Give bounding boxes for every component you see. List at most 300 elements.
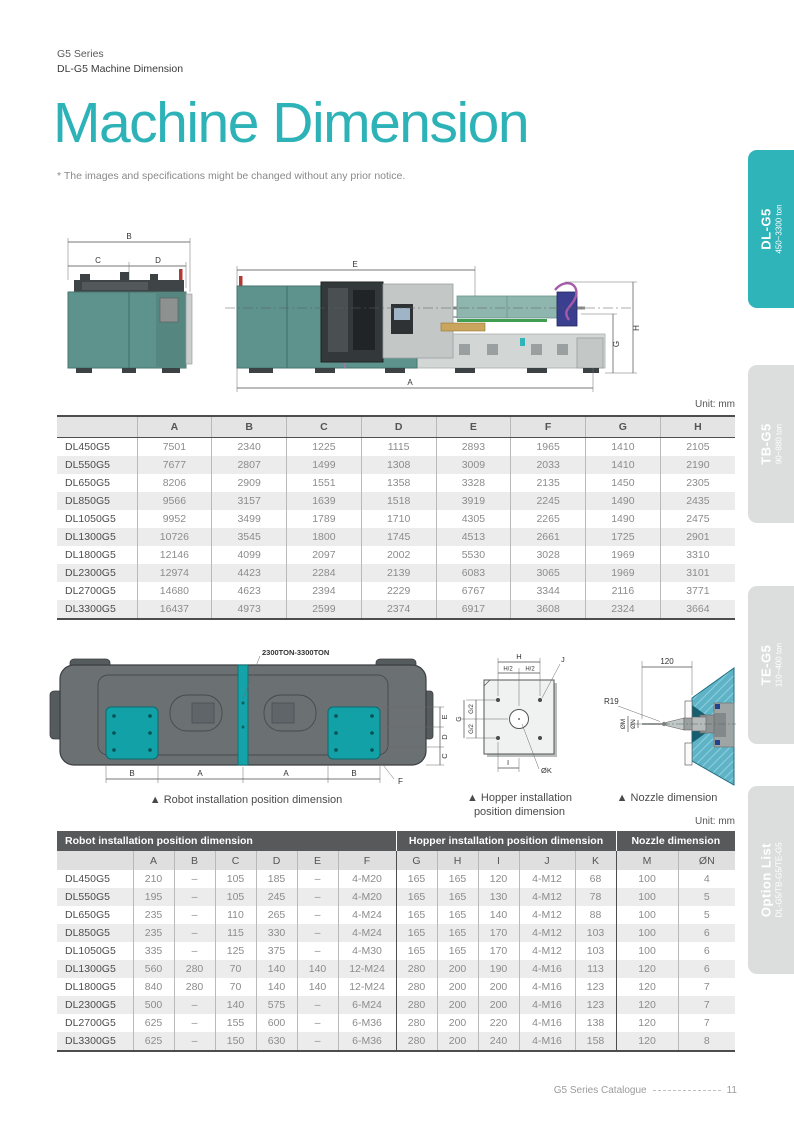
table-row — [57, 1032, 735, 1051]
dim-label-h: H — [632, 325, 641, 331]
group-header: Robot installation position dimension — [57, 831, 396, 851]
column-header-A: A — [133, 851, 174, 870]
table-cell: 9566 — [137, 492, 212, 510]
tab-label: TB-G5 — [758, 423, 774, 465]
table-row — [57, 924, 735, 942]
table-cell: 280 — [396, 978, 437, 996]
table-row — [57, 582, 735, 600]
group-header: Nozzle dimension — [616, 831, 735, 851]
table-cell: 4-M12 — [519, 942, 575, 960]
series-label: G5 Series — [57, 48, 104, 60]
table-cell: 4423 — [212, 564, 287, 582]
hopper-installation-drawing — [452, 646, 587, 786]
column-header-K: K — [575, 851, 616, 870]
table-cell: 2229 — [361, 582, 436, 600]
table-cell: – — [174, 942, 215, 960]
table-cell: 625 — [133, 1032, 174, 1051]
table-cell: 1499 — [287, 456, 362, 474]
table-cell: 600 — [256, 1014, 297, 1032]
nozzle-drawing-art — [634, 668, 736, 785]
dim-label-r19: R19 — [604, 697, 619, 706]
table-cell: 200 — [478, 978, 519, 996]
table-cell: – — [174, 906, 215, 924]
table-cell: 2116 — [586, 582, 661, 600]
table-cell: 200 — [437, 978, 478, 996]
table-cell: 3157 — [212, 492, 287, 510]
table-cell: – — [297, 1014, 338, 1032]
table-cell: 103 — [575, 942, 616, 960]
table-cell: 330 — [256, 924, 297, 942]
dim-label-h: H — [516, 652, 522, 661]
table-cell: 630 — [256, 1032, 297, 1051]
table-cell: 3771 — [660, 582, 735, 600]
table-cell: 78 — [575, 888, 616, 906]
dim-label-d: D — [155, 256, 161, 265]
dim-label-j: J — [561, 655, 565, 664]
table-cell: 120 — [616, 978, 678, 996]
row-model: DL1050G5 — [65, 945, 116, 957]
table-cell: 113 — [575, 960, 616, 978]
table-cell: 4-M24 — [338, 924, 396, 942]
sidebar-tab-tb-g5[interactable] — [748, 365, 794, 523]
table-cell: 4-M12 — [519, 924, 575, 942]
unit-label-2: Unit: mm — [695, 816, 735, 827]
table-cell: – — [174, 870, 215, 888]
table-cell: 2475 — [660, 510, 735, 528]
column-header-C: C — [287, 416, 362, 438]
table-cell: 280 — [396, 996, 437, 1014]
table-cell: 12974 — [137, 564, 212, 582]
table-cell: 2324 — [586, 600, 661, 619]
table-cell: 200 — [437, 996, 478, 1014]
table-cell: 240 — [478, 1032, 519, 1051]
table-row — [57, 492, 735, 510]
table-cell: 235 — [133, 906, 174, 924]
table-cell: 1710 — [361, 510, 436, 528]
table-cell: 1969 — [586, 564, 661, 582]
table-cell: – — [297, 942, 338, 960]
corner-cell — [57, 851, 133, 870]
row-model: DL850G5 — [65, 495, 110, 507]
page-footer — [554, 1085, 737, 1096]
footer-leader-line — [653, 1090, 721, 1091]
table-cell: 2135 — [511, 474, 586, 492]
row-model: DL450G5 — [65, 873, 110, 885]
table-cell: 120 — [616, 996, 678, 1014]
table-cell: 4-M16 — [519, 960, 575, 978]
table-cell: 4 — [678, 870, 735, 888]
table-cell: 265 — [256, 906, 297, 924]
table-cell: 123 — [575, 996, 616, 1014]
table-cell: 1358 — [361, 474, 436, 492]
table-cell: 1410 — [586, 438, 661, 457]
column-header-B: B — [174, 851, 215, 870]
table-cell: 14680 — [137, 582, 212, 600]
table-cell: 4-M16 — [519, 978, 575, 996]
table-cell: 190 — [478, 960, 519, 978]
table-cell: 170 — [478, 924, 519, 942]
table-cell: 115 — [215, 924, 256, 942]
table-cell: 195 — [133, 888, 174, 906]
table-cell: 6 — [678, 960, 735, 978]
table-cell: 1450 — [586, 474, 661, 492]
page-title: Machine Dimension — [53, 91, 529, 155]
row-model: DL1800G5 — [65, 981, 116, 993]
table-cell: 1800 — [287, 528, 362, 546]
table-cell: 3499 — [212, 510, 287, 528]
table-cell: 100 — [616, 924, 678, 942]
table-cell: 6-M36 — [338, 1014, 396, 1032]
table-row — [57, 888, 735, 906]
dim-label-b-right: B — [351, 769, 357, 778]
tab-sublabel: 90~880 ton — [774, 423, 784, 465]
row-model: DL2300G5 — [65, 999, 116, 1011]
table-cell: 2909 — [212, 474, 287, 492]
tonnage-callout: 2300TON-3300TON — [262, 648, 330, 657]
table-row — [57, 1014, 735, 1032]
hopper-drawing-art — [484, 680, 557, 757]
table-cell: 1490 — [586, 510, 661, 528]
table-cell: 2340 — [212, 438, 287, 457]
table-cell: 625 — [133, 1014, 174, 1032]
row-model: DL850G5 — [65, 927, 110, 939]
section-label: DL-G5 Machine Dimension — [57, 63, 184, 75]
table-cell: 7 — [678, 978, 735, 996]
disclaimer-note: * The images and specifications might be changed without any prior notice. — [57, 170, 406, 182]
dim-label-k: ØK — [541, 766, 552, 775]
footer-page-number: 11 — [726, 1085, 737, 1096]
sidebar-tab-te-g5[interactable] — [748, 586, 794, 744]
table-row — [57, 600, 735, 619]
dim-label-g: G — [456, 716, 463, 722]
column-header-H: H — [437, 851, 478, 870]
table-row — [57, 906, 735, 924]
table-cell: 10726 — [137, 528, 212, 546]
table-cell: 1490 — [586, 492, 661, 510]
table-cell: 6 — [678, 942, 735, 960]
table-cell: 2002 — [361, 546, 436, 564]
table-cell: 120 — [478, 870, 519, 888]
table-cell: 140 — [297, 960, 338, 978]
table-cell: 140 — [478, 906, 519, 924]
table-row — [57, 528, 735, 546]
table-cell: 6-M36 — [338, 1032, 396, 1051]
nozzle-dimension-drawing — [596, 643, 738, 791]
robot-installation-drawing — [40, 643, 452, 791]
row-model: DL550G5 — [65, 459, 110, 471]
table-cell: 120 — [616, 1014, 678, 1032]
table-cell: 165 — [396, 870, 437, 888]
column-header-C: C — [215, 851, 256, 870]
front-view-machine-art — [68, 269, 192, 373]
table-cell: 2139 — [361, 564, 436, 582]
row-model: DL2700G5 — [65, 1017, 116, 1029]
table-cell: 3028 — [511, 546, 586, 564]
table-cell: – — [174, 996, 215, 1014]
hopper-caption-line2: position dimension — [473, 806, 566, 818]
footer-label: G5 Series Catalogue — [553, 1085, 647, 1096]
column-header-E: E — [297, 851, 338, 870]
column-header-M: M — [616, 851, 678, 870]
dim-label-a: A — [407, 378, 413, 387]
table-cell: 165 — [396, 924, 437, 942]
table-cell: 335 — [133, 942, 174, 960]
column-header-F: F — [511, 416, 586, 438]
row-model: DL650G5 — [65, 909, 110, 921]
table-cell: 105 — [215, 870, 256, 888]
table-cell: 165 — [437, 924, 478, 942]
table-cell: 3009 — [436, 456, 511, 474]
table-cell: 2265 — [511, 510, 586, 528]
table-cell: 4623 — [212, 582, 287, 600]
table-cell: 120 — [616, 960, 678, 978]
table-row — [57, 438, 735, 457]
table-cell: 165 — [396, 888, 437, 906]
table-cell: 7677 — [137, 456, 212, 474]
tab-sublabel: 110~400 ton — [774, 642, 784, 688]
table-cell: 6917 — [436, 600, 511, 619]
row-model: DL2300G5 — [65, 567, 116, 579]
table-cell: 280 — [396, 960, 437, 978]
table-row — [57, 996, 735, 1014]
table-cell: 6-M24 — [338, 996, 396, 1014]
table-cell: 3310 — [660, 546, 735, 564]
table-cell: 2661 — [511, 528, 586, 546]
hopper-drawing-caption — [452, 791, 587, 819]
machine-dimension-table — [57, 415, 735, 620]
dim-label-a-right: A — [283, 769, 289, 778]
installation-dimension-table — [57, 831, 735, 1052]
table-cell: 2893 — [436, 438, 511, 457]
table-cell: – — [174, 1032, 215, 1051]
table-row — [57, 510, 735, 528]
tab-label: TE-G5 — [758, 644, 774, 686]
table-cell: 7 — [678, 1014, 735, 1032]
table-cell: 2394 — [287, 582, 362, 600]
tab-sublabel: DL-G5/TB-G5/TE-G5 — [774, 842, 784, 918]
table-cell: 4-M12 — [519, 906, 575, 924]
table-cell: 9952 — [137, 510, 212, 528]
table-cell: 1225 — [287, 438, 362, 457]
table-cell: – — [174, 1014, 215, 1032]
table-cell: – — [174, 888, 215, 906]
table-cell: 3101 — [660, 564, 735, 582]
table-cell: 3328 — [436, 474, 511, 492]
table-cell: 4-M16 — [519, 1014, 575, 1032]
dim-label-b: B — [126, 232, 132, 241]
table-cell: 280 — [174, 978, 215, 996]
sidebar-tab-option-list[interactable] — [748, 786, 794, 974]
table-cell: 100 — [616, 888, 678, 906]
table-cell: 170 — [478, 942, 519, 960]
table-cell: – — [297, 870, 338, 888]
robot-drawing-art — [50, 659, 433, 765]
table-cell: – — [297, 924, 338, 942]
table-cell: 2374 — [361, 600, 436, 619]
table-cell: 500 — [133, 996, 174, 1014]
row-model: DL550G5 — [65, 891, 110, 903]
dim-label-f: F — [398, 777, 403, 786]
table-cell: 165 — [437, 888, 478, 906]
table-cell: 2097 — [287, 546, 362, 564]
table-cell: 105 — [215, 888, 256, 906]
column-header-H: H — [660, 416, 735, 438]
table-row — [57, 456, 735, 474]
table-cell: 7501 — [137, 438, 212, 457]
sidebar-tab-dl-g5[interactable] — [748, 150, 794, 308]
table-cell: 4973 — [212, 600, 287, 619]
table-cell: 110 — [215, 906, 256, 924]
column-header-B: B — [212, 416, 287, 438]
table-cell: 2105 — [660, 438, 735, 457]
table-cell: 150 — [215, 1032, 256, 1051]
table-cell: 575 — [256, 996, 297, 1014]
table-cell: – — [297, 996, 338, 1014]
row-model: DL3300G5 — [65, 603, 116, 615]
table-cell: 4-M20 — [338, 888, 396, 906]
table-cell: 165 — [396, 942, 437, 960]
table-row — [57, 564, 735, 582]
table-cell: 2435 — [660, 492, 735, 510]
table-cell: 5530 — [436, 546, 511, 564]
machine-front-view-drawing — [58, 228, 208, 384]
table-cell: 4-M16 — [519, 996, 575, 1014]
dim-label-a-left: A — [197, 769, 203, 778]
table-cell: 165 — [437, 906, 478, 924]
column-header-ØN: ØN — [678, 851, 735, 870]
table-cell: 235 — [133, 924, 174, 942]
table-cell: 1969 — [586, 546, 661, 564]
robot-drawing-caption: ▲ Robot installation position dimension — [149, 794, 343, 806]
table-row — [57, 474, 735, 492]
table-cell: 245 — [256, 888, 297, 906]
table-cell: 70 — [215, 960, 256, 978]
table-row — [57, 870, 735, 888]
table-cell: 158 — [575, 1032, 616, 1051]
table-cell: 1725 — [586, 528, 661, 546]
table-cell: 6 — [678, 924, 735, 942]
column-header-D: D — [361, 416, 436, 438]
table-cell: 200 — [437, 1032, 478, 1051]
column-header-G: G — [396, 851, 437, 870]
table-cell: 8 — [678, 1032, 735, 1051]
table-cell: 12-M24 — [338, 978, 396, 996]
table-cell: 3664 — [660, 600, 735, 619]
side-view-machine-art — [225, 276, 633, 373]
dim-label-i: I — [506, 758, 510, 767]
table-cell: 210 — [133, 870, 174, 888]
table-cell: 5 — [678, 906, 735, 924]
dim-label-m: ØM — [620, 718, 627, 730]
table-cell: 100 — [616, 870, 678, 888]
table-cell: – — [297, 888, 338, 906]
table-cell: 4-M20 — [338, 870, 396, 888]
table-cell: 220 — [478, 1014, 519, 1032]
table-cell: 16437 — [137, 600, 212, 619]
dim-label-h-half-right: H/2 — [525, 666, 535, 673]
dim-label-h-half-left: H/2 — [503, 666, 513, 673]
row-model: DL1300G5 — [65, 531, 116, 543]
table-cell: 68 — [575, 870, 616, 888]
dim-label-d: D — [440, 734, 449, 740]
row-model: DL1050G5 — [65, 513, 116, 525]
table-row — [57, 960, 735, 978]
table-cell: 3065 — [511, 564, 586, 582]
column-header-I: I — [478, 851, 519, 870]
column-header-F: F — [338, 851, 396, 870]
table-cell: 103 — [575, 924, 616, 942]
dim-label-g-half-top: G/2 — [469, 704, 475, 714]
column-header-D: D — [256, 851, 297, 870]
machine-side-view-drawing — [225, 256, 645, 398]
table-cell: 200 — [437, 1014, 478, 1032]
table-cell: 4-M30 — [338, 942, 396, 960]
table-cell: 2807 — [212, 456, 287, 474]
page-eyebrow — [57, 47, 183, 77]
table-cell: 1639 — [287, 492, 362, 510]
dim-label-c: C — [95, 256, 101, 265]
table-row — [57, 546, 735, 564]
table-cell: 5 — [678, 888, 735, 906]
table-cell: 375 — [256, 942, 297, 960]
table-cell: 100 — [616, 906, 678, 924]
table-cell: 280 — [396, 1014, 437, 1032]
row-model: DL450G5 — [65, 441, 110, 453]
table-cell: 7 — [678, 996, 735, 1014]
table-cell: 4513 — [436, 528, 511, 546]
table-cell: 4-M12 — [519, 888, 575, 906]
table-cell: 3545 — [212, 528, 287, 546]
table-cell: 280 — [174, 960, 215, 978]
table-cell: 8206 — [137, 474, 212, 492]
dim-label-c: C — [440, 753, 449, 759]
table-cell: 1551 — [287, 474, 362, 492]
table-cell: 130 — [478, 888, 519, 906]
table-cell: 4099 — [212, 546, 287, 564]
table-cell: 70 — [215, 978, 256, 996]
table-cell: 2284 — [287, 564, 362, 582]
table-cell: 140 — [256, 978, 297, 996]
table-cell: 6083 — [436, 564, 511, 582]
dim-label-e: E — [352, 260, 358, 269]
column-header-row — [57, 851, 735, 870]
table-cell: 165 — [437, 942, 478, 960]
dim-label-120: 120 — [660, 657, 674, 666]
unit-label-1: Unit: mm — [695, 399, 735, 410]
table-cell: 2901 — [660, 528, 735, 546]
column-header-J: J — [519, 851, 575, 870]
group-header-row — [57, 831, 735, 851]
table-cell: 1965 — [511, 438, 586, 457]
table-cell: 12146 — [137, 546, 212, 564]
table-cell: – — [174, 924, 215, 942]
table-cell: 2305 — [660, 474, 735, 492]
table-cell: – — [297, 1032, 338, 1051]
table-cell: 6767 — [436, 582, 511, 600]
table-cell: 123 — [575, 978, 616, 996]
row-model: DL650G5 — [65, 477, 110, 489]
dim-label-e: E — [440, 714, 449, 720]
table-row — [57, 978, 735, 996]
table-cell: 4-M16 — [519, 1032, 575, 1051]
table-cell: 1115 — [361, 438, 436, 457]
table-cell: 1518 — [361, 492, 436, 510]
table-cell: 840 — [133, 978, 174, 996]
row-model: DL2700G5 — [65, 585, 116, 597]
table-cell: 200 — [478, 996, 519, 1014]
table-cell: 125 — [215, 942, 256, 960]
table-cell: 4-M24 — [338, 906, 396, 924]
